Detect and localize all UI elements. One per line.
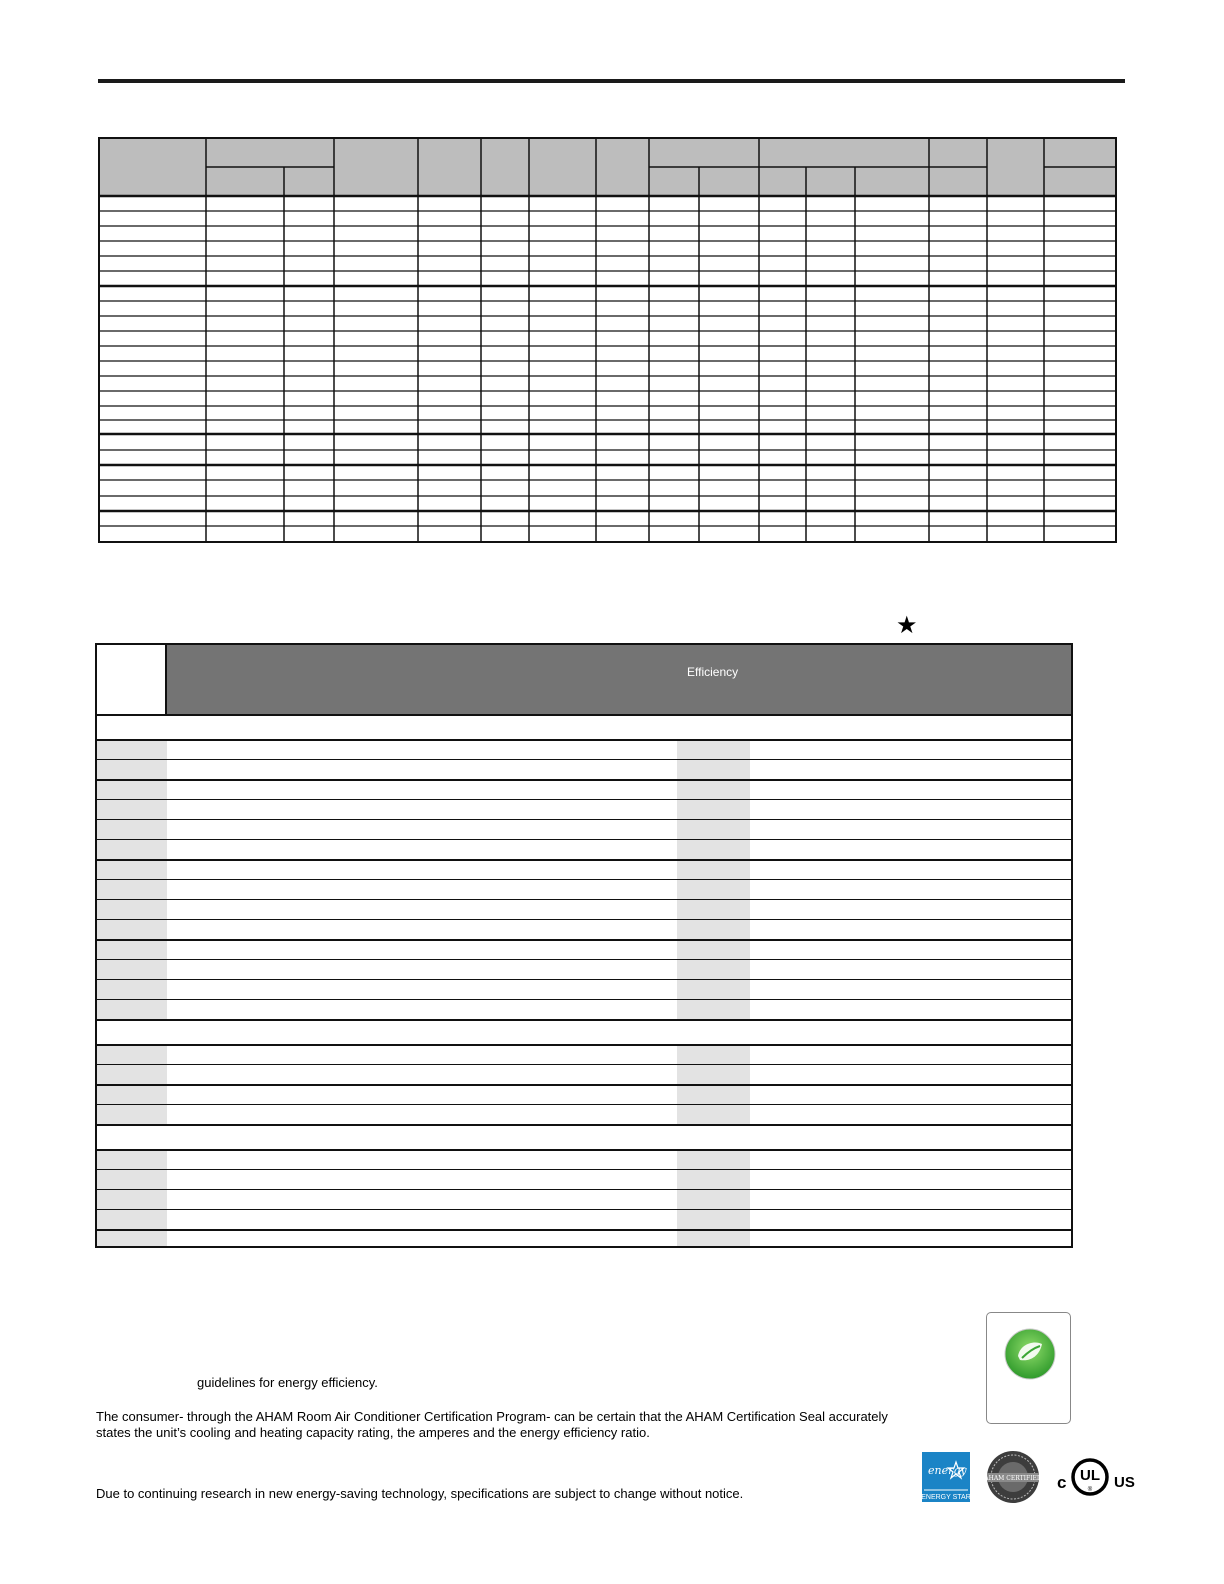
efficiency-row	[97, 979, 1071, 999]
energy-star-text: ENERGY STAR	[922, 1494, 970, 1501]
efficiency-row	[97, 779, 1071, 799]
efficiency-row	[97, 739, 1071, 759]
efficiency-row	[97, 879, 1071, 899]
efficiency-row	[97, 1229, 1071, 1246]
efficiency-row	[97, 859, 1071, 879]
efficiency-row	[97, 959, 1071, 979]
efficiency-table	[95, 643, 1073, 1248]
efficiency-row	[97, 819, 1071, 839]
top-rule	[98, 79, 1125, 83]
energy-star-logo	[922, 1452, 970, 1502]
ul-c-mark: c	[1057, 1473, 1067, 1492]
ul-listed-logo	[1055, 1457, 1137, 1499]
spec-table-grid	[100, 139, 1115, 541]
efficiency-row	[97, 939, 1071, 959]
ul-registered: ®	[1087, 1487, 1093, 1493]
efficiency-row	[97, 1064, 1071, 1084]
star-icon: ★	[896, 612, 918, 639]
ul-mark: UL	[1080, 1467, 1100, 1484]
note-guidelines: guidelines for energy efficiency.	[197, 1375, 378, 1390]
efficiency-section-row	[97, 1019, 1071, 1044]
note-aham-program: The consumer- through the AHAM Room Air Conditioner Certification Program- can be certain that the AHAM Certification Seal accurately states the unit’s cooling and heating capacity rating, the amperes and the energy efficiency ratio.	[96, 1409, 888, 1440]
eco-badge	[986, 1312, 1071, 1424]
efficiency-section-row	[97, 714, 1071, 739]
efficiency-row	[97, 799, 1071, 819]
efficiency-table-header	[167, 645, 1071, 714]
ul-us-mark: US	[1114, 1474, 1135, 1491]
efficiency-row	[97, 759, 1071, 779]
energy-star-script: energy	[928, 1464, 967, 1477]
note-research: Due to continuing research in new energy-saving technology, specifications are subject to change without notice.	[96, 1486, 744, 1501]
efficiency-row	[97, 999, 1071, 1019]
efficiency-row	[97, 1104, 1071, 1124]
efficiency-row	[97, 839, 1071, 859]
efficiency-header-label: Efficiency	[687, 665, 739, 679]
efficiency-row	[97, 1209, 1071, 1229]
efficiency-row	[97, 1189, 1071, 1209]
eco-leaf-icon	[1004, 1328, 1056, 1380]
efficiency-row	[97, 919, 1071, 939]
efficiency-row	[97, 899, 1071, 919]
spec-table	[98, 137, 1117, 543]
efficiency-row	[97, 1084, 1071, 1104]
aham-text: AHAM CERTIFIED	[984, 1475, 1042, 1482]
efficiency-row	[97, 1169, 1071, 1189]
efficiency-row	[97, 1044, 1071, 1064]
aham-certified-logo	[983, 1450, 1043, 1504]
efficiency-section-row	[97, 1124, 1071, 1149]
efficiency-table-corner	[97, 645, 167, 714]
efficiency-row	[97, 1149, 1071, 1169]
